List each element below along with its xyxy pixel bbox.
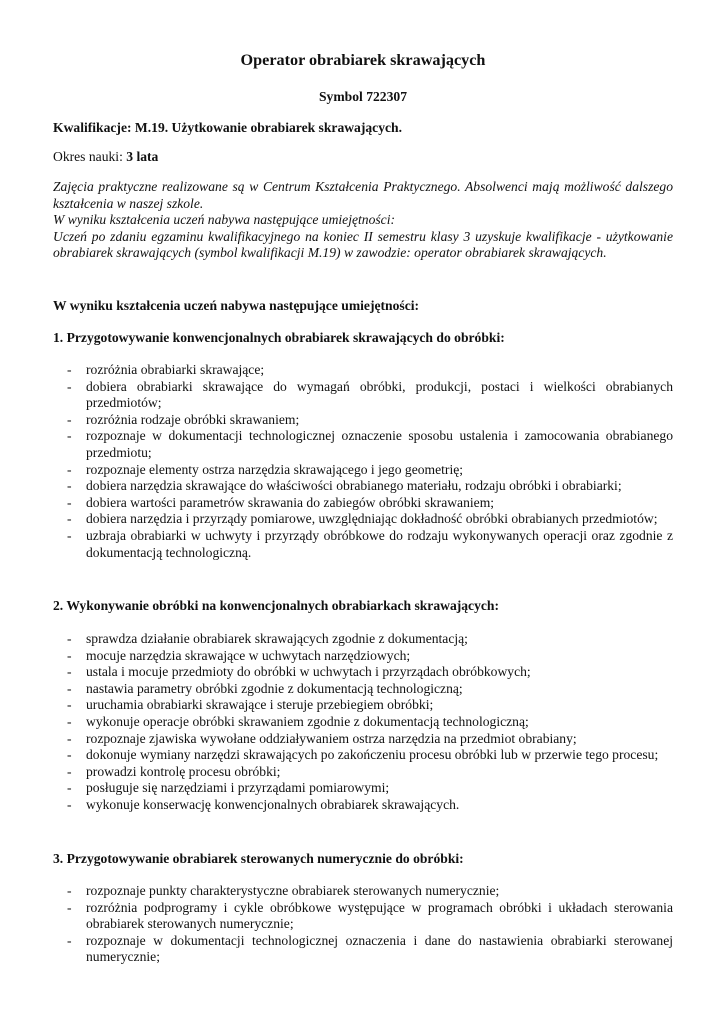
list-item: - rozpoznaje w dokumentacji technologicznej oznaczenia i dane do nastawienia obrabiarki sterowanej numerycznie; [53, 933, 673, 966]
study-period-label: Okres nauki: [53, 149, 127, 164]
list-item: - dobiera obrabiarki skrawające do wymagań obróbki, produkcji, postaci i wielkości obrabianych przedmiotów; [53, 379, 673, 412]
intro-paragraph [53, 179, 673, 262]
list-item: - rozróżnia rodzaje obróbki skrawaniem; [53, 412, 673, 429]
list-item: - wykonuje konserwację konwencjonalnych obrabiarek skrawających. [53, 797, 673, 814]
section-list [53, 362, 673, 561]
list-item: - wykonuje operacje obróbki skrawaniem zgodnie z dokumentacją technologiczną; [53, 714, 673, 731]
list-item: - nastawia parametry obróbki zgodnie z dokumentacją technologiczną; [53, 681, 673, 698]
study-period [53, 149, 158, 166]
qualification-line: Kwalifikacje: M.19. Użytkowanie obrabiarek skrawających. [53, 120, 402, 135]
list-item: - dokonuje wymiany narzędzi skrawających po zakończeniu procesu obróbki lub w przerwie tego procesu; [53, 747, 673, 764]
list-item: - rozpoznaje elementy ostrza narzędzia skrawającego i jego geometrię; [53, 462, 673, 479]
list-item: - prowadzi kontrolę procesu obróbki; [53, 764, 673, 781]
profession-symbol: Symbol 722307 [319, 89, 407, 104]
list-item: - posługuje się narzędziami i przyrządami pomiarowymi; [53, 780, 673, 797]
list-item: - dobiera narzędzia i przyrządy pomiarowe, uwzględniając dokładność obróbki obrabianych przedmiotów; [53, 511, 673, 528]
list-item: - mocuje narzędzia skrawające w uchwytach narzędziowych; [53, 648, 673, 665]
intro-line: Zajęcia praktyczne realizowane są w Centrum Kształcenia Praktycznego. Absolwenci mają możliwość dalszego kształcenia w naszej szkole. [53, 179, 673, 211]
list-item: - dobiera narzędzia skrawające do właściwości obrabianego materiału, rodzaju obróbki i obrabiarki; [53, 478, 673, 495]
document-title: Operator obrabiarek skrawających [240, 51, 486, 69]
section-list [53, 631, 673, 814]
section-heading: 2. Wykonywanie obróbki na konwencjonalnych obrabiarkach skrawających: [53, 598, 500, 613]
list-item: - sprawdza działanie obrabiarek skrawających zgodnie z dokumentacją; [53, 631, 673, 648]
section-heading: 3. Przygotowywanie obrabiarek sterowanych numerycznie do obróbki: [53, 851, 464, 866]
study-period-value: 3 lata [126, 149, 159, 164]
list-item: - rozpoznaje zjawiska wywołane oddziaływaniem ostrza narzędzia na przedmiot obrabiany; [53, 731, 673, 748]
intro-line: W wyniku kształcenia uczeń nabywa następujące umiejętności: [53, 212, 396, 228]
list-item: - uzbraja obrabiarki w uchwyty i przyrządy obróbkowe do rodzaju wykonywanych operacji oraz zgodnie z dokumentacją technologiczną. [53, 528, 673, 561]
list-item: - ustala i mocuje przedmioty do obróbki w uchwytach i przyrządach obróbkowych; [53, 664, 673, 681]
section-list [53, 883, 673, 966]
intro-line: Uczeń po zdaniu egzaminu kwalifikacyjnego na koniec II semestru klasy 3 uzyskuje kwalifikacje - użytkowanie obrabiarek skrawających (symbol kwalifikacji M.19) w zawodzie: operator obrabiarek skrawających. [53, 228, 673, 261]
list-item: - rozpoznaje punkty charakterystyczne obrabiarek sterowanych numerycznie; [53, 883, 673, 900]
list-item: - rozróżnia obrabiarki skrawające; [53, 362, 673, 379]
skills-heading: W wyniku kształcenia uczeń nabywa następujące umiejętności: [53, 298, 420, 313]
list-item: - uruchamia obrabiarki skrawające i steruje przebiegiem obróbki; [53, 697, 673, 714]
list-item: - rozpoznaje w dokumentacji technologicznej oznaczenie sposobu ustalenia i zamocowania obrabianego przedmiotu; [53, 428, 673, 461]
list-item: - rozróżnia podprogramy i cykle obróbkowe występujące w programach obróbki i układach sterowania obrabiarek sterowanych numerycznie; [53, 900, 673, 933]
section-heading: 1. Przygotowywanie konwencjonalnych obrabiarek skrawających do obróbki: [53, 330, 505, 345]
list-item: - dobiera wartości parametrów skrawania do zabiegów obróbki skrawaniem; [53, 495, 673, 512]
